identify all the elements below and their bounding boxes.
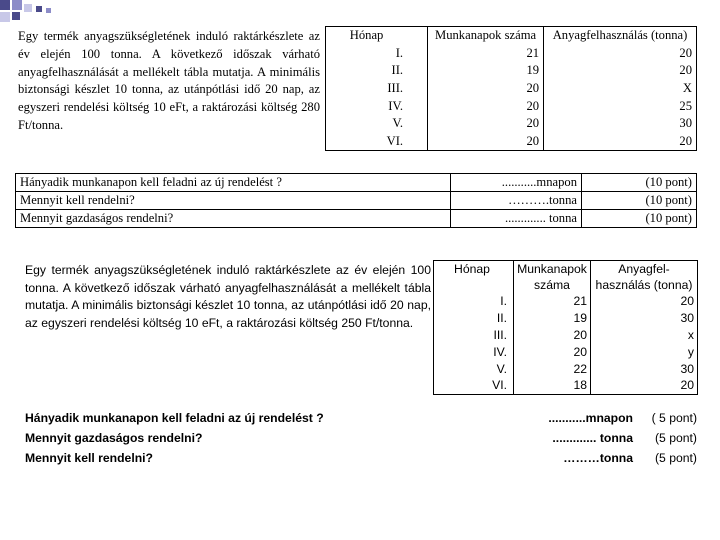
- question-text: Mennyit kell rendelni?: [25, 451, 153, 465]
- cell-month: I.: [326, 45, 428, 63]
- question-row: [16, 210, 697, 228]
- cell-workdays: 20: [428, 80, 544, 98]
- corner-square: [12, 0, 22, 10]
- cell-consumption: y: [591, 343, 698, 360]
- question-text: Mennyit gazdaságos rendelni?: [25, 431, 203, 445]
- table-row: [326, 133, 697, 151]
- answer-blank: ...........mnapon: [451, 174, 582, 192]
- table-row: [434, 360, 698, 377]
- question-points: (5 pont): [654, 431, 697, 445]
- cell-workdays: 21: [514, 293, 591, 310]
- table-header-row: [434, 261, 698, 294]
- question-points: (5 pont): [654, 451, 697, 465]
- header-workdays: Munkanapok száma: [428, 27, 544, 45]
- problem2-question-row: [25, 450, 697, 468]
- question-points: (10 pont): [582, 192, 697, 210]
- table-row: [326, 115, 697, 133]
- cell-workdays: 21: [428, 45, 544, 63]
- table-row: [434, 343, 698, 360]
- table-row: [326, 45, 697, 63]
- cell-workdays: 19: [428, 62, 544, 80]
- header-consumption: Anyagfel-használás (tonna): [591, 261, 698, 294]
- cell-consumption: 20: [591, 377, 698, 394]
- problem2-text: Egy termék anyagszükségletének induló raktárkészlete az év elején 100 tonna. A következő időszak várható anyagfelhasználását a mellékelt tábla mutatja. A minimális biztonsági készlet 10 tonna, az utánpótlási idő 20 nap, az egyszeri rendelési költség 10 eFt, a raktározási költség 250 Ft/tonna.: [25, 263, 431, 330]
- cell-consumption: 30: [591, 310, 698, 327]
- cell-consumption: 30: [591, 360, 698, 377]
- answer-blank: ...........mnapon: [548, 411, 633, 425]
- question-text: Hányadik munkanapon kell feladni az új rendelést ?: [16, 174, 451, 192]
- answer-blank: ……….tonna: [451, 192, 582, 210]
- cell-workdays: 22: [514, 360, 591, 377]
- question-text: Mennyit gazdaságos rendelni?: [16, 210, 451, 228]
- question-points: (10 pont): [582, 174, 697, 192]
- question-text: Mennyit kell rendelni?: [16, 192, 451, 210]
- corner-square: [24, 4, 32, 12]
- header-month: Hónap: [434, 261, 514, 294]
- question-row: [16, 174, 697, 192]
- cell-workdays: 18: [514, 377, 591, 394]
- problem2-question-row: [25, 410, 697, 428]
- cell-workdays: 20: [428, 97, 544, 115]
- cell-month: VI.: [434, 377, 514, 394]
- corner-square: [0, 12, 10, 22]
- cell-consumption: 25: [544, 97, 697, 115]
- answer-blank: ............. tonna: [552, 431, 633, 445]
- corner-decoration: [0, 0, 110, 22]
- table-row: [434, 310, 698, 327]
- table-header-row: [326, 27, 697, 45]
- question-points: (10 pont): [582, 210, 697, 228]
- cell-consumption: 30: [544, 115, 697, 133]
- answer-blank: ………tonna: [563, 451, 633, 465]
- question-text: Hányadik munkanapon kell feladni az új rendelést ?: [25, 411, 324, 425]
- corner-square: [12, 12, 20, 20]
- corner-square: [46, 8, 51, 13]
- cell-consumption: 20: [544, 45, 697, 63]
- cell-month: VI.: [326, 133, 428, 151]
- table-row: [326, 62, 697, 80]
- corner-square: [36, 6, 42, 12]
- cell-workdays: 19: [514, 310, 591, 327]
- question-points: ( 5 pont): [651, 411, 697, 425]
- table-row: [326, 80, 697, 98]
- table-row: [434, 377, 698, 394]
- header-workdays: Munkanapok száma: [514, 261, 591, 294]
- header-month: Hónap: [326, 27, 428, 45]
- cell-month: V.: [326, 115, 428, 133]
- cell-workdays: 20: [428, 115, 544, 133]
- cell-month: IV.: [326, 97, 428, 115]
- table-row: [326, 97, 697, 115]
- cell-workdays: 20: [514, 327, 591, 344]
- cell-consumption: 20: [544, 133, 697, 151]
- table-row: [434, 327, 698, 344]
- cell-month: II.: [326, 62, 428, 80]
- answer-blank: ............. tonna: [451, 210, 582, 228]
- header-consumption: Anyagfelhasználás (tonna): [544, 27, 697, 45]
- cell-month: V.: [434, 360, 514, 377]
- table-row: [434, 293, 698, 310]
- cell-month: III.: [434, 327, 514, 344]
- problem2-table: [433, 260, 698, 395]
- cell-month: III.: [326, 80, 428, 98]
- cell-consumption: 20: [591, 293, 698, 310]
- problem1-table: [325, 26, 697, 151]
- problem1-questions: [15, 173, 697, 228]
- corner-square: [0, 0, 10, 10]
- cell-month: I.: [434, 293, 514, 310]
- cell-workdays: 20: [428, 133, 544, 151]
- cell-consumption: x: [591, 327, 698, 344]
- cell-workdays: 20: [514, 343, 591, 360]
- cell-consumption: 20: [544, 62, 697, 80]
- cell-month: II.: [434, 310, 514, 327]
- problem2-question-row: [25, 430, 697, 448]
- cell-consumption: X: [544, 80, 697, 98]
- problem1-text: Egy termék anyagszükségletének induló raktárkészlete az év elején 100 tonna. A következő időszak várható anyagfelhasználását a mellékelt tábla mutatja. A minimális biztonsági készlet 10 tonna, az utánpótlási idő 20 nap, az egyszeri rendelési költség 10 eFt, a raktározási költség 280 Ft/tonna.: [18, 29, 320, 132]
- cell-month: IV.: [434, 343, 514, 360]
- question-row: [16, 192, 697, 210]
